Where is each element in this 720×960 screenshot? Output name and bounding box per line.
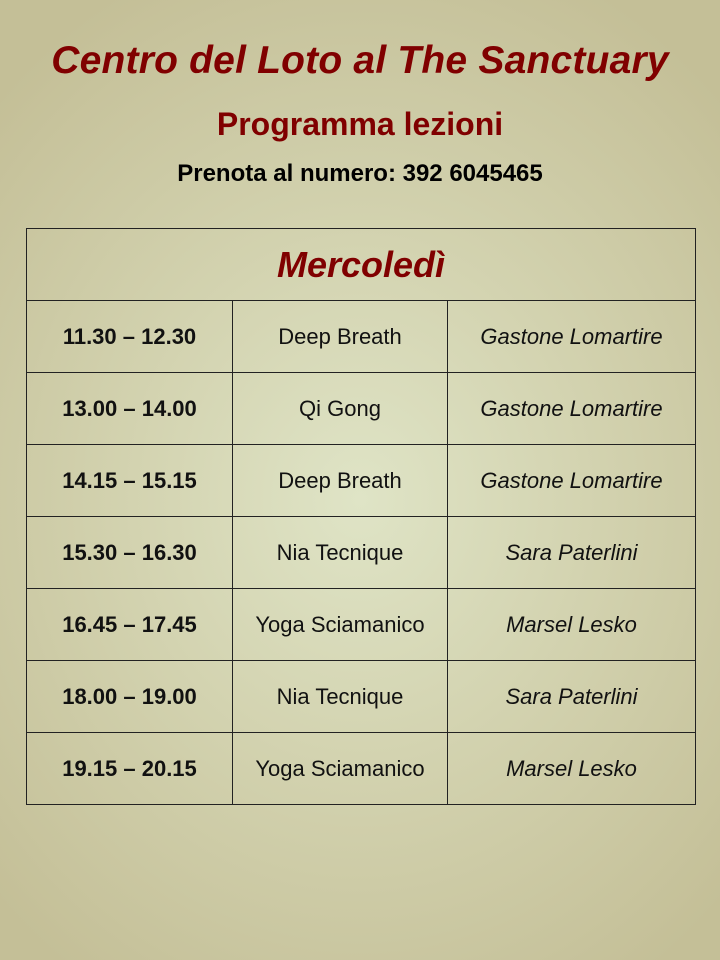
teacher-cell: Sara Paterlini — [448, 661, 696, 733]
class-cell: Yoga Sciamanico — [233, 589, 448, 661]
teacher-cell: Gastone Lomartire — [448, 445, 696, 517]
day-heading: Mercoledì — [27, 229, 696, 301]
table-row — [27, 301, 696, 373]
schedule-table — [26, 228, 696, 805]
table-row — [27, 373, 696, 445]
time-cell: 19.15 – 20.15 — [27, 733, 233, 805]
page-subtitle: Programma lezioni — [216, 106, 504, 142]
class-cell: Nia Tecnique — [233, 517, 448, 589]
teacher-cell: Gastone Lomartire — [448, 373, 696, 445]
time-cell: 13.00 – 14.00 — [27, 373, 233, 445]
table-row — [27, 589, 696, 661]
table-row — [27, 733, 696, 805]
teacher-cell: Sara Paterlini — [448, 517, 696, 589]
class-cell: Yoga Sciamanico — [233, 733, 448, 805]
time-cell: 11.30 – 12.30 — [27, 301, 233, 373]
page-title: Centro del Loto al The Sanctuary — [51, 39, 669, 82]
table-row — [27, 445, 696, 517]
time-cell: 18.00 – 19.00 — [27, 661, 233, 733]
time-cell: 14.15 – 15.15 — [27, 445, 233, 517]
day-header-row — [27, 229, 696, 301]
time-cell: 16.45 – 17.45 — [27, 589, 233, 661]
table-row — [27, 517, 696, 589]
class-cell: Deep Breath — [233, 301, 448, 373]
class-cell: Nia Tecnique — [233, 661, 448, 733]
booking-phone: Prenota al numero: 392 6045465 — [177, 160, 543, 187]
class-cell: Deep Breath — [233, 445, 448, 517]
teacher-cell: Marsel Lesko — [448, 733, 696, 805]
teacher-cell: Gastone Lomartire — [448, 301, 696, 373]
teacher-cell: Marsel Lesko — [448, 589, 696, 661]
table-row — [27, 661, 696, 733]
class-cell: Qi Gong — [233, 373, 448, 445]
time-cell: 15.30 – 16.30 — [27, 517, 233, 589]
